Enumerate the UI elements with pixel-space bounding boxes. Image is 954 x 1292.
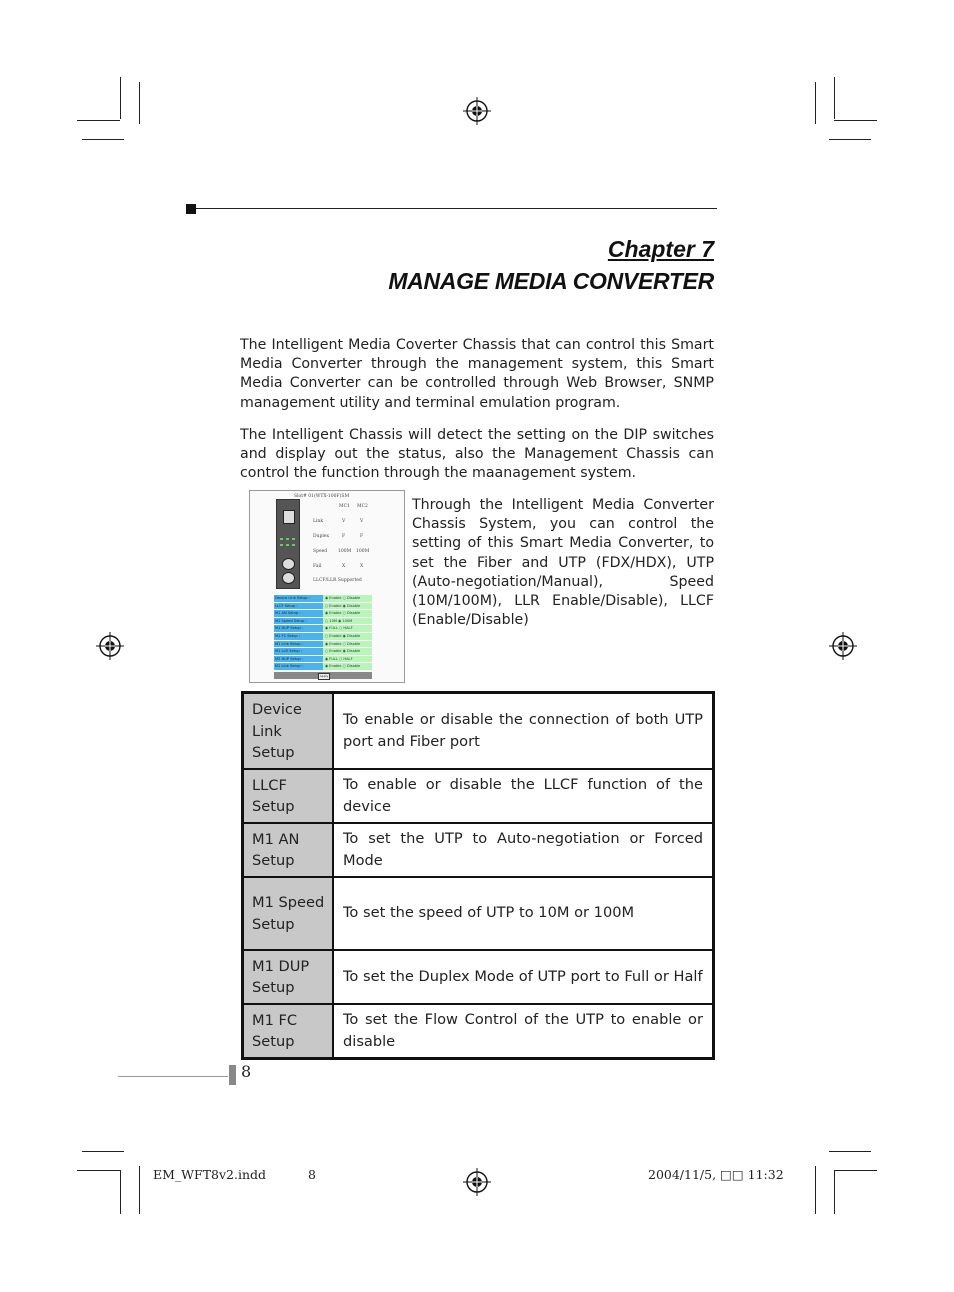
setting-name: M1 Speed Setup	[243, 877, 334, 950]
setting-name: LLCF Setup	[243, 769, 334, 823]
intro-paragraph-2: The Intelligent Chassis will detect the setting on the DIP switches and display out the status, also the Management Chassis can control the function through the maanagement system.	[240, 427, 714, 482]
figure-status-label: Link	[313, 519, 324, 524]
figure-setup-row	[274, 641, 372, 649]
figure-setup-label: M2 DUP Setup :	[274, 656, 323, 664]
figure-apply-bar	[274, 672, 372, 679]
figure-setup-options: ○ Enable ◉ Disable	[323, 603, 372, 611]
table-row	[243, 823, 714, 877]
figure-setup-label: M1 FC Setup :	[274, 633, 323, 641]
figure-col-header: MC2	[357, 504, 368, 509]
figure-status-label: Fail	[313, 564, 322, 569]
slug-page: 8	[308, 1167, 316, 1182]
registration-mark-left-icon	[96, 632, 124, 660]
figure-setup-label: M2 Link Setup :	[274, 663, 323, 671]
figure-fiber-port-icon	[282, 558, 295, 570]
figure-setup-options: ◉ Enable ○ Disable	[323, 663, 372, 671]
figure-setup-row	[274, 633, 372, 641]
figure-setup-row	[274, 618, 372, 626]
figure-fiber-port-icon	[282, 572, 295, 584]
figure-setup-table	[274, 595, 372, 671]
figure-status-value: 100M	[338, 549, 352, 554]
figure-setup-options: ○ Enable ◉ Disable	[323, 633, 372, 641]
figure-status-value: F	[360, 534, 364, 539]
setting-description: To enable or disable the LLCF function of the device	[333, 769, 714, 823]
figure-setup-row	[274, 595, 372, 603]
figure-setup-label: M1 DUP Setup :	[274, 625, 323, 633]
figure-status-value: X	[342, 564, 346, 569]
table-row	[243, 877, 714, 950]
setting-description: To set the Duplex Mode of UTP port to Full or Half	[333, 950, 714, 1004]
figure-status-value: V	[342, 519, 346, 524]
figure-setup-options: ○ 10M ◉ 100M	[323, 618, 372, 626]
figure-setup-row	[274, 610, 372, 618]
chapter-title: Chapter 7	[607, 236, 714, 262]
figure-setup-options: ◉ Enable ○ Disable	[323, 610, 372, 618]
setting-name: Device Link Setup	[243, 693, 334, 769]
setting-description: To set the Flow Control of the UTP to enable or disable	[333, 1004, 714, 1059]
page-number-rule	[118, 1076, 228, 1077]
figure-status-label: Duplex	[313, 534, 330, 539]
figure-setup-label: Device Link Setup :	[274, 595, 323, 603]
slug-date: 2004/11/5, □□ 11:32	[648, 1167, 784, 1182]
figure-setup-row	[274, 648, 372, 656]
figure-setup-label: M1 Link Setup :	[274, 641, 323, 649]
figure-status-value: X	[360, 564, 364, 569]
figure-setup-row	[274, 603, 372, 611]
figure-setup-label: LLCF Setup :	[274, 603, 323, 611]
table-row	[243, 693, 714, 769]
setting-name: M1 AN Setup	[243, 823, 334, 877]
figure-setup-options: ○ Enable ◉ Disable	[323, 648, 372, 656]
settings-table	[241, 691, 715, 1060]
figure-status-value: V	[360, 519, 364, 524]
intro-paragraph-1: The Intelligent Media Coverter Chassis that can control this Smart Media Converter through the management system, this Smart Media Converter can be controlled through Web Browser, SNMP management utility and terminal emulation program.	[240, 337, 714, 411]
figure-setup-row	[274, 625, 372, 633]
registration-mark-right-icon	[829, 632, 857, 660]
setting-name: M1 FC Setup	[243, 1004, 334, 1059]
setting-description: To set the speed of UTP to 10M or 100M	[333, 877, 714, 950]
registration-mark-bottom-icon	[463, 1168, 491, 1196]
slug-filename: EM_WFT8v2.indd	[153, 1167, 267, 1182]
figure-setup-options: ◉ Enable ○ Disable	[323, 595, 372, 603]
chapter-bullet-square	[186, 204, 196, 214]
figure-setup-options: ◉ Enable ○ Disable	[323, 641, 372, 649]
figure-col-header: MC1	[339, 504, 350, 509]
side-paragraph: Through the Intelligent Media Converter Chassis System, you can control the setting of this Smart Media Converter, to set the Fiber and UTP (FDX/HDX), UTP (Auto-negotiation/Manual), Speed (10M/100M), LLR Enable/Disable), LLCF (Enable/Disable)	[412, 497, 714, 629]
figure-rj45-port-icon	[283, 510, 295, 524]
figure-slot-label: Slot# 01(WTX-100F)SM	[294, 494, 350, 499]
figure-status-value: F	[342, 534, 346, 539]
page-number: 8	[241, 1062, 252, 1081]
registration-mark-top-icon	[463, 97, 491, 125]
figure-setup-label: M1 AN Setup :	[274, 610, 323, 618]
figure-apply-button: Apply	[319, 674, 329, 678]
setting-name: M1 DUP Setup	[243, 950, 334, 1004]
figure-llcf-note: LLCF/LLR Supported	[313, 578, 362, 583]
chapter-subtitle: MANAGE MEDIA CONVERTER	[388, 268, 714, 294]
figure-setup-label: M1 Speed Setup :	[274, 618, 323, 626]
figure-status-value: 100M	[356, 549, 370, 554]
figure-setup-options: ◉ FULL ○ HALF	[323, 656, 372, 664]
management-screenshot-figure	[249, 490, 405, 683]
table-row	[243, 769, 714, 823]
figure-status-label: Speed	[313, 549, 328, 554]
table-row	[243, 950, 714, 1004]
figure-setup-row	[274, 663, 372, 671]
figure-setup-options: ◉ FULL ○ HALF	[323, 625, 372, 633]
page-number-bar	[229, 1065, 236, 1085]
figure-setup-row	[274, 656, 372, 664]
chapter-rule	[186, 208, 717, 209]
setting-description: To enable or disable the connection of both UTP port and Fiber port	[333, 693, 714, 769]
figure-device-illustration	[276, 499, 300, 589]
figure-setup-label: M1 LLR Setup :	[274, 648, 323, 656]
setting-description: To set the UTP to Auto-negotiation or Forced Mode	[333, 823, 714, 877]
table-row	[243, 1004, 714, 1059]
